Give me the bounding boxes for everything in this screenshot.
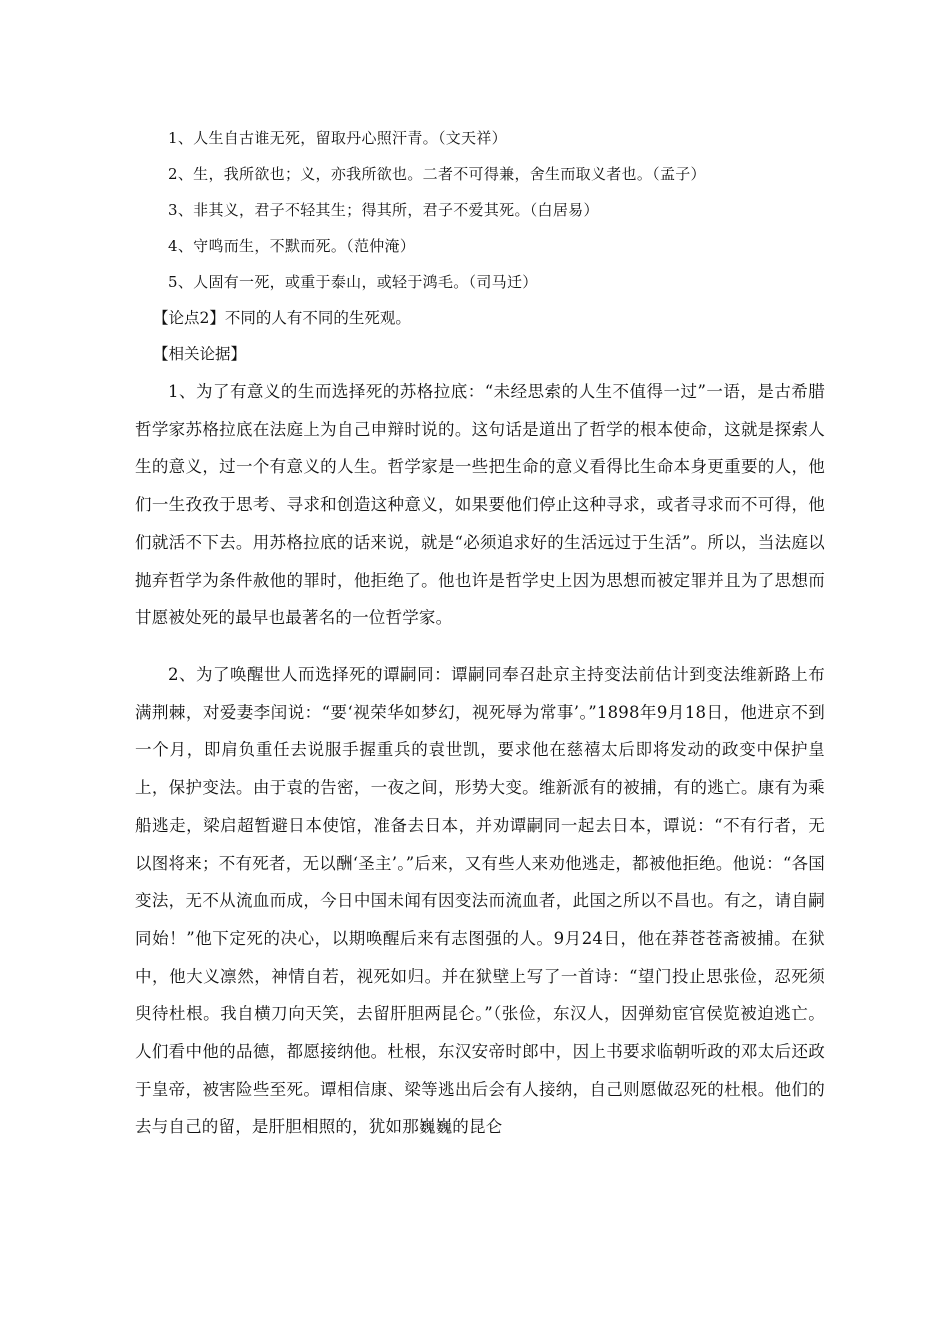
quote-line: 1、人生自古谁无死，留取丹心照汗青。（文天祥） [168, 129, 507, 147]
argument-heading: 【论点2】不同的人有不同的生死观。 [153, 309, 411, 327]
quote-line: 3、非其义，君子不轻其生；得其所，君子不爱其死。（白居易） [168, 201, 599, 219]
paragraph-tan-sitong: 2、为了唤醒世人而选择死的谭嗣同：谭嗣同奉召赴京主持变法前估计到变法维新路上布满荆棘，对爱妻李闰说：“要‘视荣华如梦幻，视死辱为常事’。”1898年9月18日，他进京不到一个月，即肩负重任去说服手握重兵的袁世凯，要求他在慈禧太后即将发动的政变中保护皇上，保护变法。由于袁的告密，一夜之间，形势大变。维新派有的被捕，有的逃亡。康有为乘船逃走，梁启超暂避日本使馆，准备去日本，并劝谭嗣同一起去日本，谭说：“不有行者，无以图将来；不有死者，无以酬‘圣主’。”后来，又有些人来劝他逃走，都被他拒绝。他说：“各国变法，无不从流血而成，今日中国未闻有因变法而流血者，此国之所以不昌也。有之，请自嗣同始！”他下定死的决心，以期唤醒后来有志图强的人。9月24日，他在莽苍苍斋被捕。在狱中，他大义凛然，神情自若，视死如归。并在狱壁上写了一首诗：“望门投止思张俭，忍死须臾待杜根。我自横刀向天笑，去留肝胆两昆仑。”（张俭，东汉人，因弹劾宦官侯览被迫逃亡。人们看中他的品德，都愿接纳他。杜根，东汉安帝时郎中，因上书要求临朝听政的邓太后还政于皇帝，被害险些至死。谭相信康、梁等逃出后会有人接纳，自己则愿做忍死的杜根。他们的去与自己的留，是肝胆相照的，犹如那巍巍的昆仑 [135, 665, 825, 1137]
evidence-heading: 【相关论据】 [153, 345, 247, 363]
quote-line: 2、生，我所欲也；义，亦我所欲也。二者不可得兼，舍生而取义者也。（孟子） [168, 165, 706, 183]
quote-line: 5、人固有一死，或重于泰山，或轻于鸿毛。（司马迁） [168, 273, 538, 291]
paragraph-socrates: 1、为了有意义的生而选择死的苏格拉底：“未经思索的人生不值得一过”一语，是古希腊哲学家苏格拉底在法庭上为自己申辩时说的。这句话是道出了哲学的根本使命，这就是探索人生的意义，过一个有意义的人生。哲学家是一些把生命的意义看得比生命本身更重要的人，他们一生孜孜于思考、寻求和创造这种意义，如果要他们停止这种寻求，或者寻求而不可得，他们就活不下去。用苏格拉底的话来说，就是“必须追求好的生活远过于生活”。所以，当法庭以抛弃哲学为条件赦他的罪时，他拒绝了。他也许是哲学史上因为思想而被定罪并且为了思想而甘愿被处死的最早也最著名的一位哲学家。 [135, 382, 825, 628]
quote-line: 4、守鸣而生，不默而死。（范仲淹） [168, 237, 416, 255]
